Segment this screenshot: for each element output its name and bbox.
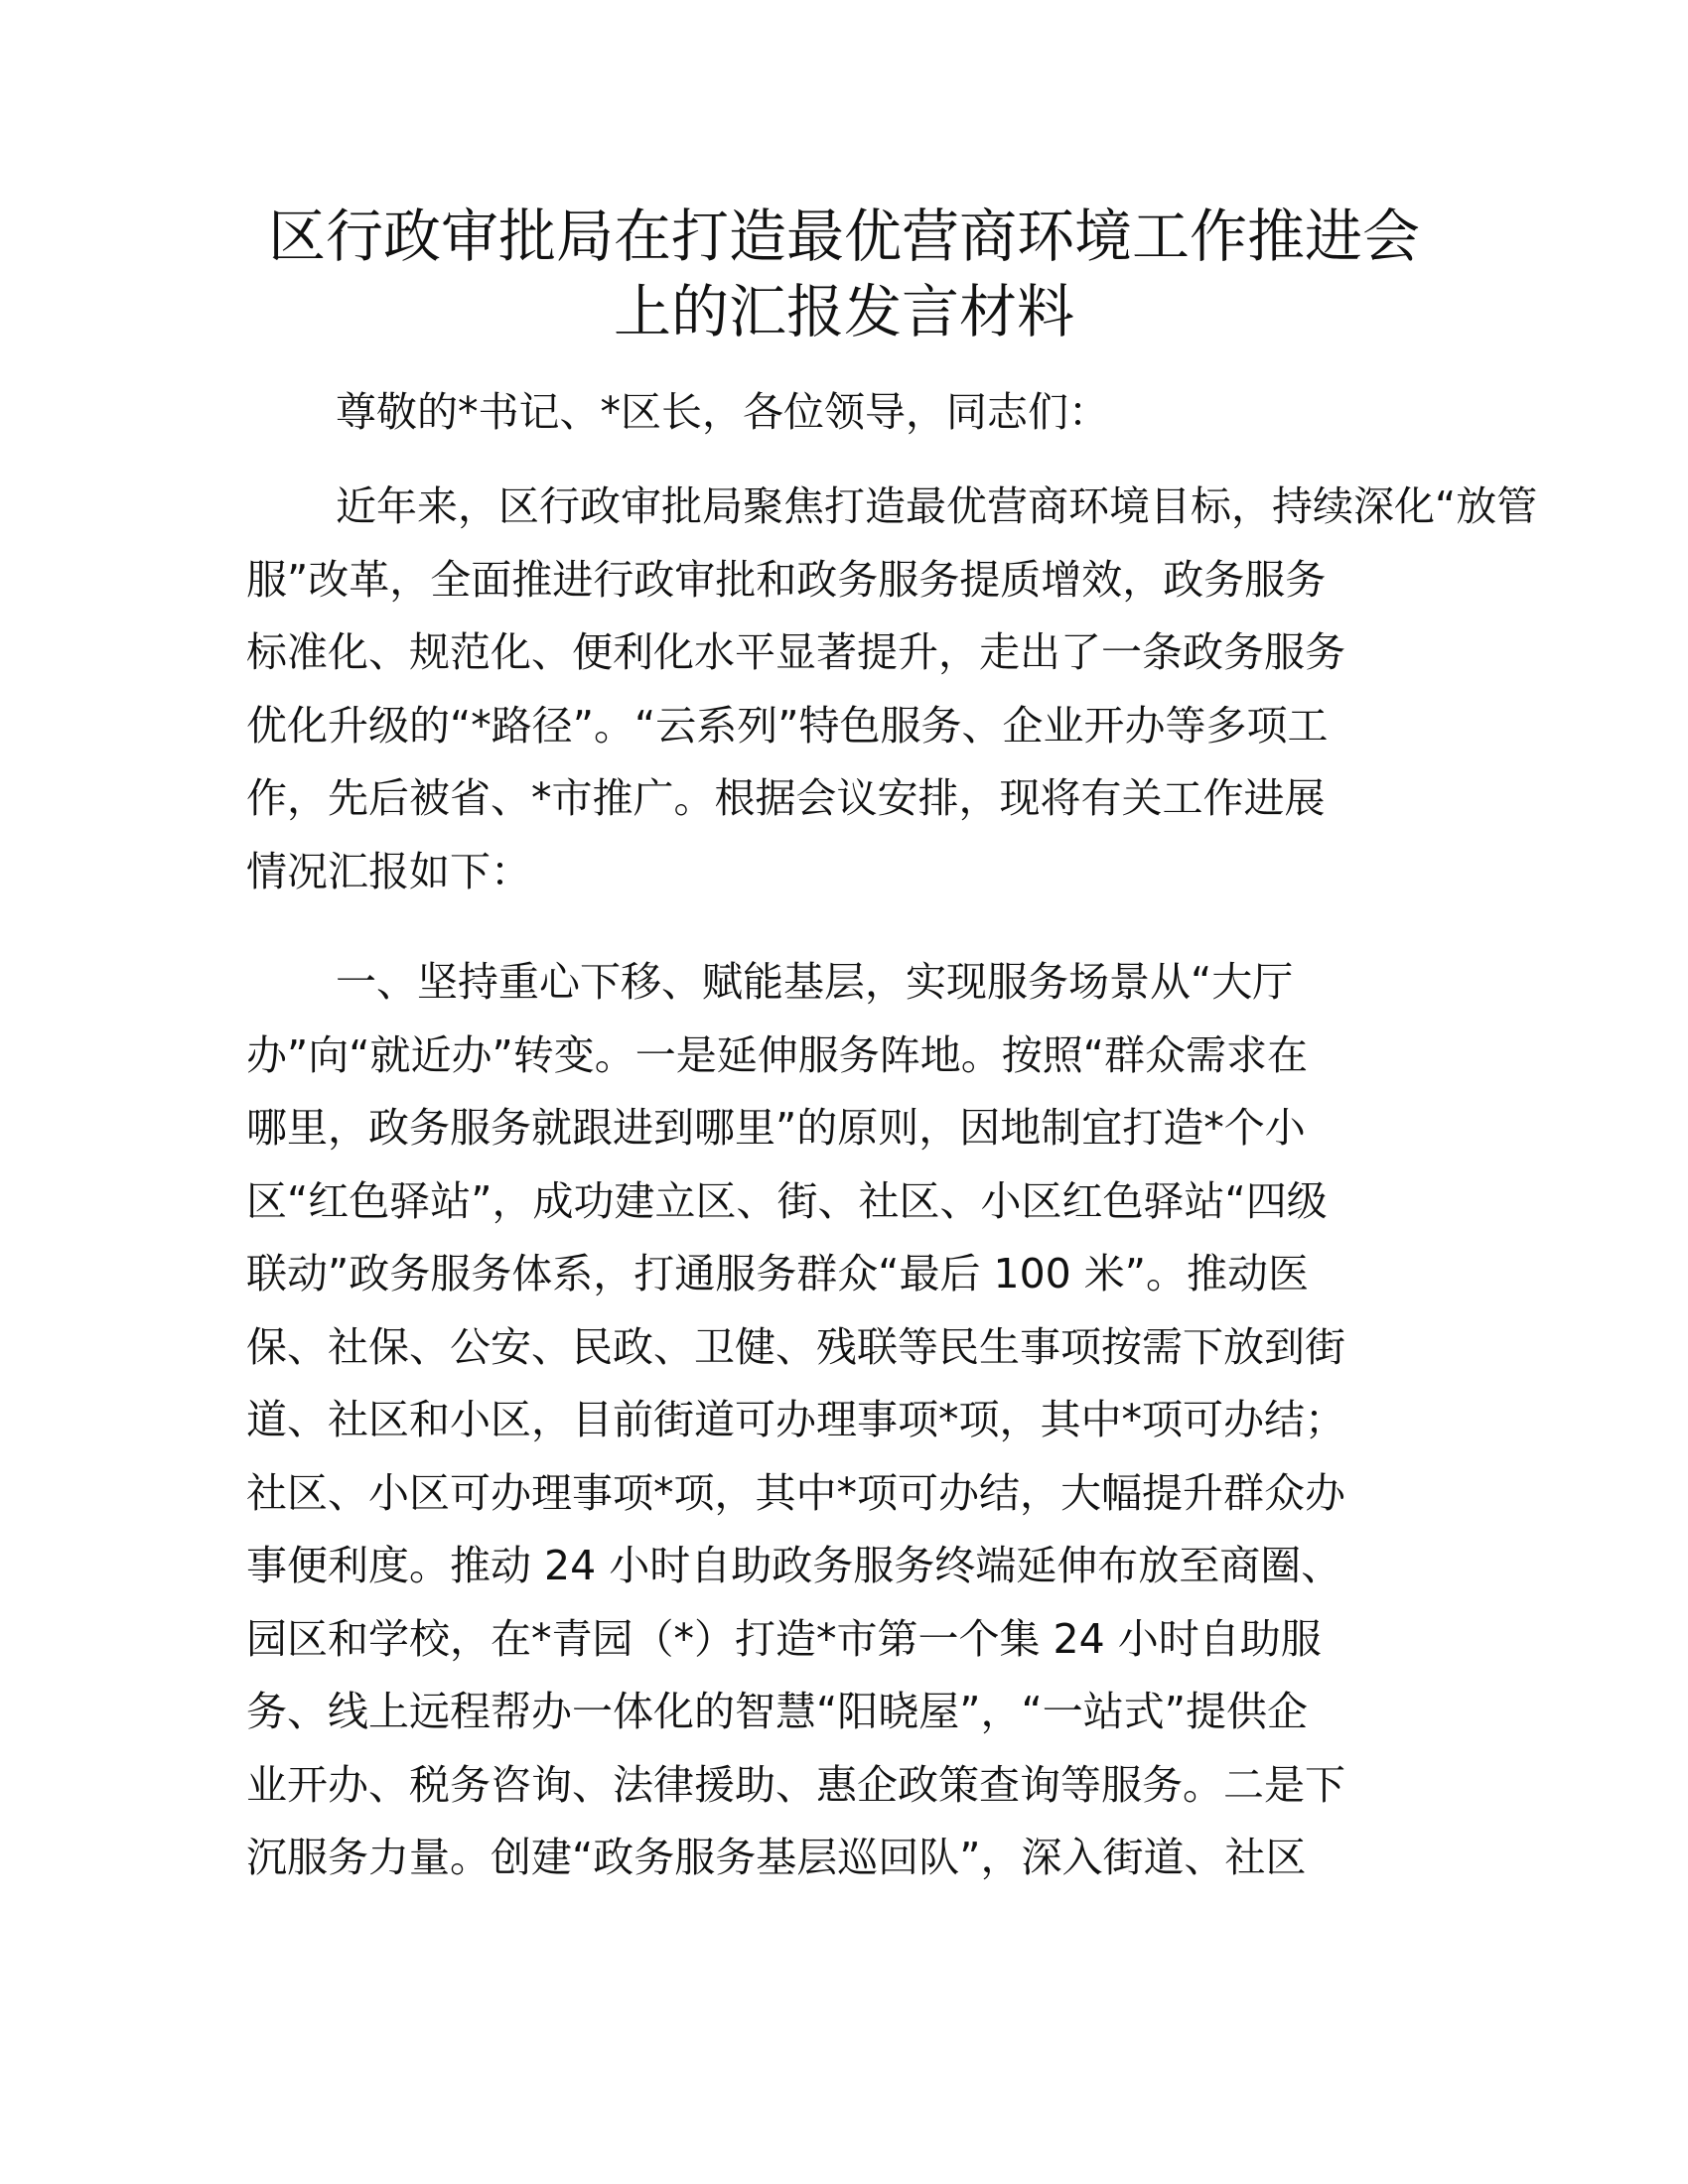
paragraph-line: 一、坚持重心下移、赋能基层，实现服务场景从“大厅 bbox=[336, 958, 1294, 1006]
salutation: 尊敬的*书记、*区长，各位领导，同志们： bbox=[336, 388, 1109, 436]
title-line-1: 区行政审批局在打造最优营商环境工作推进会 bbox=[267, 203, 1420, 270]
paragraph-line: 社区、小区可办理事项*项，其中*项可办结，大幅提升群众办 bbox=[246, 1468, 1345, 1517]
paragraph-line: 优化升级的“*路径”。“云系列”特色服务、企业开办等多项工 bbox=[246, 701, 1329, 750]
paragraph-line: 区“红色驿站”，成功建立区、街、社区、小区红色驿站“四级 bbox=[246, 1176, 1328, 1225]
paragraph-line: 作，先后被省、*市推广。根据会议安排，现将有关工作进展 bbox=[246, 774, 1326, 822]
paragraph-line: 服”改革，全面推进行政审批和政务服务提质增效，政务服务 bbox=[246, 555, 1327, 604]
paragraph-line: 办”向“就近办”转变。一是延伸服务阵地。按照“群众需求在 bbox=[246, 1030, 1308, 1079]
paragraph-section-1 bbox=[246, 946, 1442, 1895]
paragraph-line: 务、线上远程帮办一体化的智慧“阳晓屋”，“一站式”提供企 bbox=[246, 1688, 1308, 1735]
document-title bbox=[199, 199, 1489, 349]
paragraph-line: 保、社保、公安、民政、卫健、残联等民生事项按需下放到街 bbox=[246, 1322, 1345, 1371]
paragraph-line: 哪里，政务服务就跟进到哪里”的原则，因地制宜打造*个小 bbox=[246, 1104, 1306, 1152]
paragraph-line: 道、社区和小区，目前街道可办理事项*项，其中*项可办结； bbox=[246, 1396, 1345, 1443]
title-line-2: 上的汇报发言材料 bbox=[613, 278, 1074, 345]
paragraph-line: 沉服务力量。创建“政务服务基层巡回队”，深入街道、社区 bbox=[246, 1834, 1307, 1881]
paragraph-line: 业开办、税务咨询、法律援助、惠企政策查询等服务。二是下 bbox=[246, 1760, 1345, 1809]
paragraph-line: 园区和学校，在*青园（*）打造*市第一个集 24 小时自助服 bbox=[246, 1614, 1322, 1663]
paragraph-line: 情况汇报如下： bbox=[246, 847, 531, 895]
paragraph-intro bbox=[246, 471, 1538, 908]
paragraph-line: 事便利度。推动 24 小时自助政务服务终端延伸布放至商圈、 bbox=[246, 1542, 1342, 1589]
paragraph-line: 联动”政务服务体系，打通服务群众“最后 100 米”。推动医 bbox=[246, 1250, 1310, 1297]
paragraph-line: 标准化、规范化、便利化水平显著提升，走出了一条政务服务 bbox=[246, 628, 1345, 676]
paragraph-line: 近年来，区行政审批局聚焦打造最优营商环境目标，持续深化“放管 bbox=[336, 482, 1538, 530]
